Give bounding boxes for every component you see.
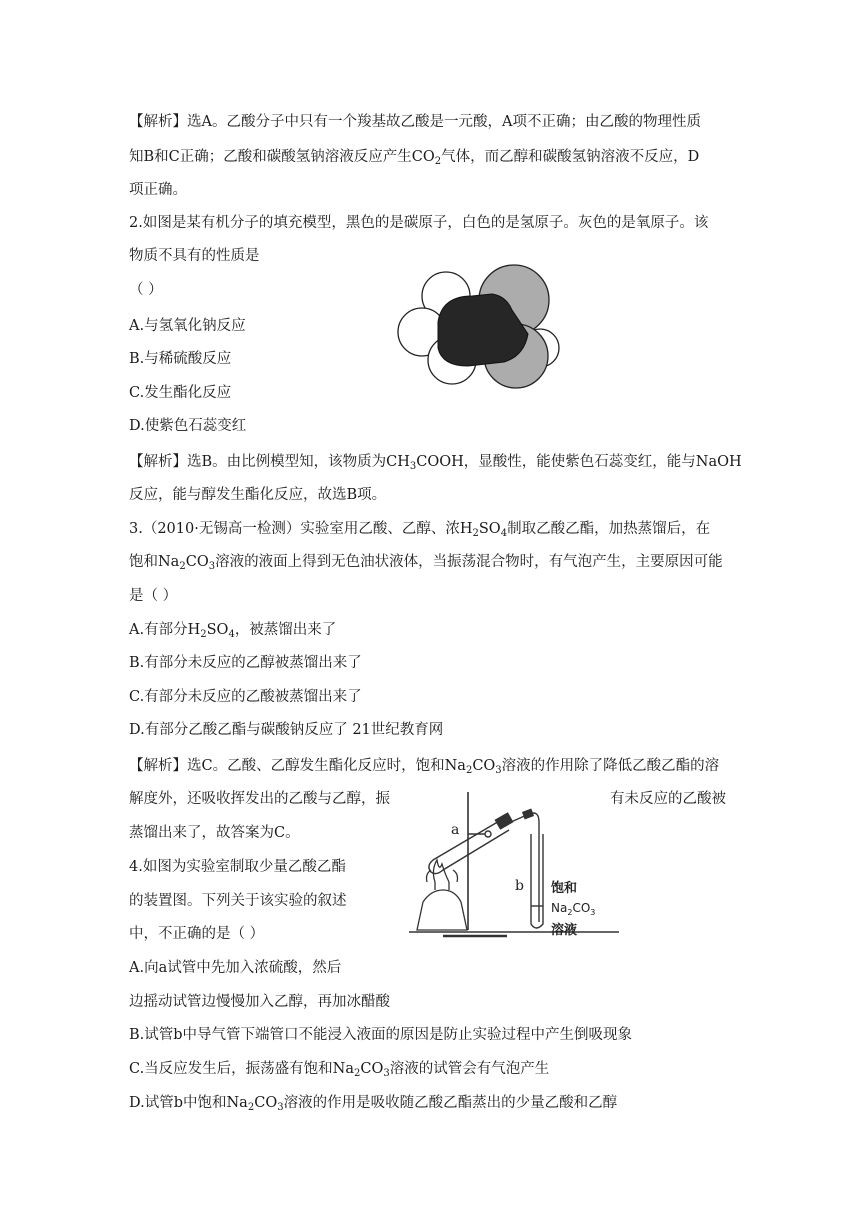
q2-option-c: C.发生酯化反应 bbox=[129, 385, 232, 401]
q4-stem-line1: 4.如图为实验室制取少量乙酸乙酯 bbox=[129, 859, 346, 875]
q4-option-b: B.试管b中导气管下端管口不能浸入液面的原因是防止实验过程中产生倒吸现象 bbox=[129, 1027, 633, 1043]
label-solution: 溶液 bbox=[551, 923, 578, 938]
q4-stem-line2: 的装置图。下列关于该实验的叙述 bbox=[129, 893, 347, 909]
ester-apparatus-figure bbox=[405, 790, 623, 940]
q4-stem-line3: 中，不正确的是（ ） bbox=[129, 926, 265, 942]
q3-analysis-line2-left: 解度外，还吸收挥发出的乙酸与乙醇，振 bbox=[129, 791, 390, 807]
q2-paren: （ ） bbox=[129, 282, 163, 298]
q2-option-b: B.与稀硫酸反应 bbox=[129, 351, 232, 367]
space-filling-model-figure bbox=[394, 262, 566, 390]
q4-option-a-line1: A.向a试管中先加入浓硫酸，然后 bbox=[129, 960, 342, 976]
q3-option-b: B.有部分未反应的乙醇被蒸馏出来了 bbox=[129, 655, 362, 671]
q4-option-a-line2: 边摇动试管边慢慢加入乙醇，再加冰醋酸 bbox=[129, 994, 390, 1010]
label-saturated: 饱和 bbox=[551, 881, 578, 896]
tube-joint bbox=[522, 809, 534, 820]
q4-option-d: D.试管b中饱和$Na_2CO_3$溶液的作用是吸收随乙酸乙酯蒸出的少量乙酸和乙醇 bbox=[129, 1095, 618, 1113]
q3-option-a: A.有部分$H_2SO_4$，被蒸馏出来了 bbox=[129, 622, 337, 640]
q2-stem-line2: 物质不具有的性质是 bbox=[129, 248, 260, 264]
q1-analysis-line1: 【解析】选A。乙酸分子中只有一个羧基故乙酸是一元酸，A项不正确；由乙酸的物理性质 bbox=[129, 114, 701, 130]
q3-analysis-line1: 【解析】选C。乙酸、乙醇发生酯化反应时，饱和$Na_2CO_3$溶液的作用除了降低乙酸乙酯的溶 bbox=[129, 758, 720, 776]
q2-analysis-line2: 反应，能与醇发生酯化反应，故选B项。 bbox=[129, 487, 387, 503]
q3-stem-line3: 是（ ） bbox=[129, 588, 178, 604]
label-a: a bbox=[451, 822, 460, 838]
q2-option-a: A.与氢氧化钠反应 bbox=[129, 318, 246, 334]
q1-analysis-line2: 知B和C正确；乙酸和碳酸氢钠溶液反应产生$CO_2$气体，而乙醇和碳酸氢钠溶液不反应，D bbox=[129, 149, 700, 167]
q3-analysis-line2-right: 有未反应的乙酸被 bbox=[610, 791, 726, 807]
q2-analysis-line1: 【解析】选B。由比例模型知，该物质为$CH_3COOH$，显酸性，能使紫色石蕊变红，能与NaOH bbox=[129, 454, 742, 472]
test-tube-b bbox=[531, 834, 543, 928]
q3-stem-line1: 3.（2010·无锡高一检测）实验室用乙酸、乙醇、浓$H_2SO_4$制取乙酸乙酯，加热蒸馏后，在 bbox=[129, 521, 711, 539]
q2-stem-line1: 2.如图是某有机分子的填充模型，黑色的是碳原子，白色的是氢原子。灰色的是氧原子。该 bbox=[129, 215, 709, 231]
q3-option-c: C.有部分未反应的乙酸被蒸馏出来了 bbox=[129, 689, 362, 705]
label-b: b bbox=[515, 878, 524, 894]
q3-option-d: D.有部分乙酸乙酯与碳酸钠反应了 21世纪教育网 bbox=[129, 722, 444, 738]
q4-option-c: C.当反应发生后，振荡盛有饱和$Na_2CO_3$溶液的试管会有气泡产生 bbox=[129, 1061, 550, 1079]
q3-stem-line2: 饱和$Na_2CO_3$溶液的液面上得到无色油状液体，当振荡混合物时，有气泡产生，主要原因可能 bbox=[129, 554, 723, 572]
q2-option-d: D.使紫色石蕊变红 bbox=[129, 418, 247, 434]
label-na2co3: $Na_2CO_3$ bbox=[551, 901, 596, 917]
q3-analysis-line3: 蒸馏出来了，故答案为C。 bbox=[129, 825, 300, 841]
q1-analysis-line3: 项正确。 bbox=[129, 182, 187, 198]
